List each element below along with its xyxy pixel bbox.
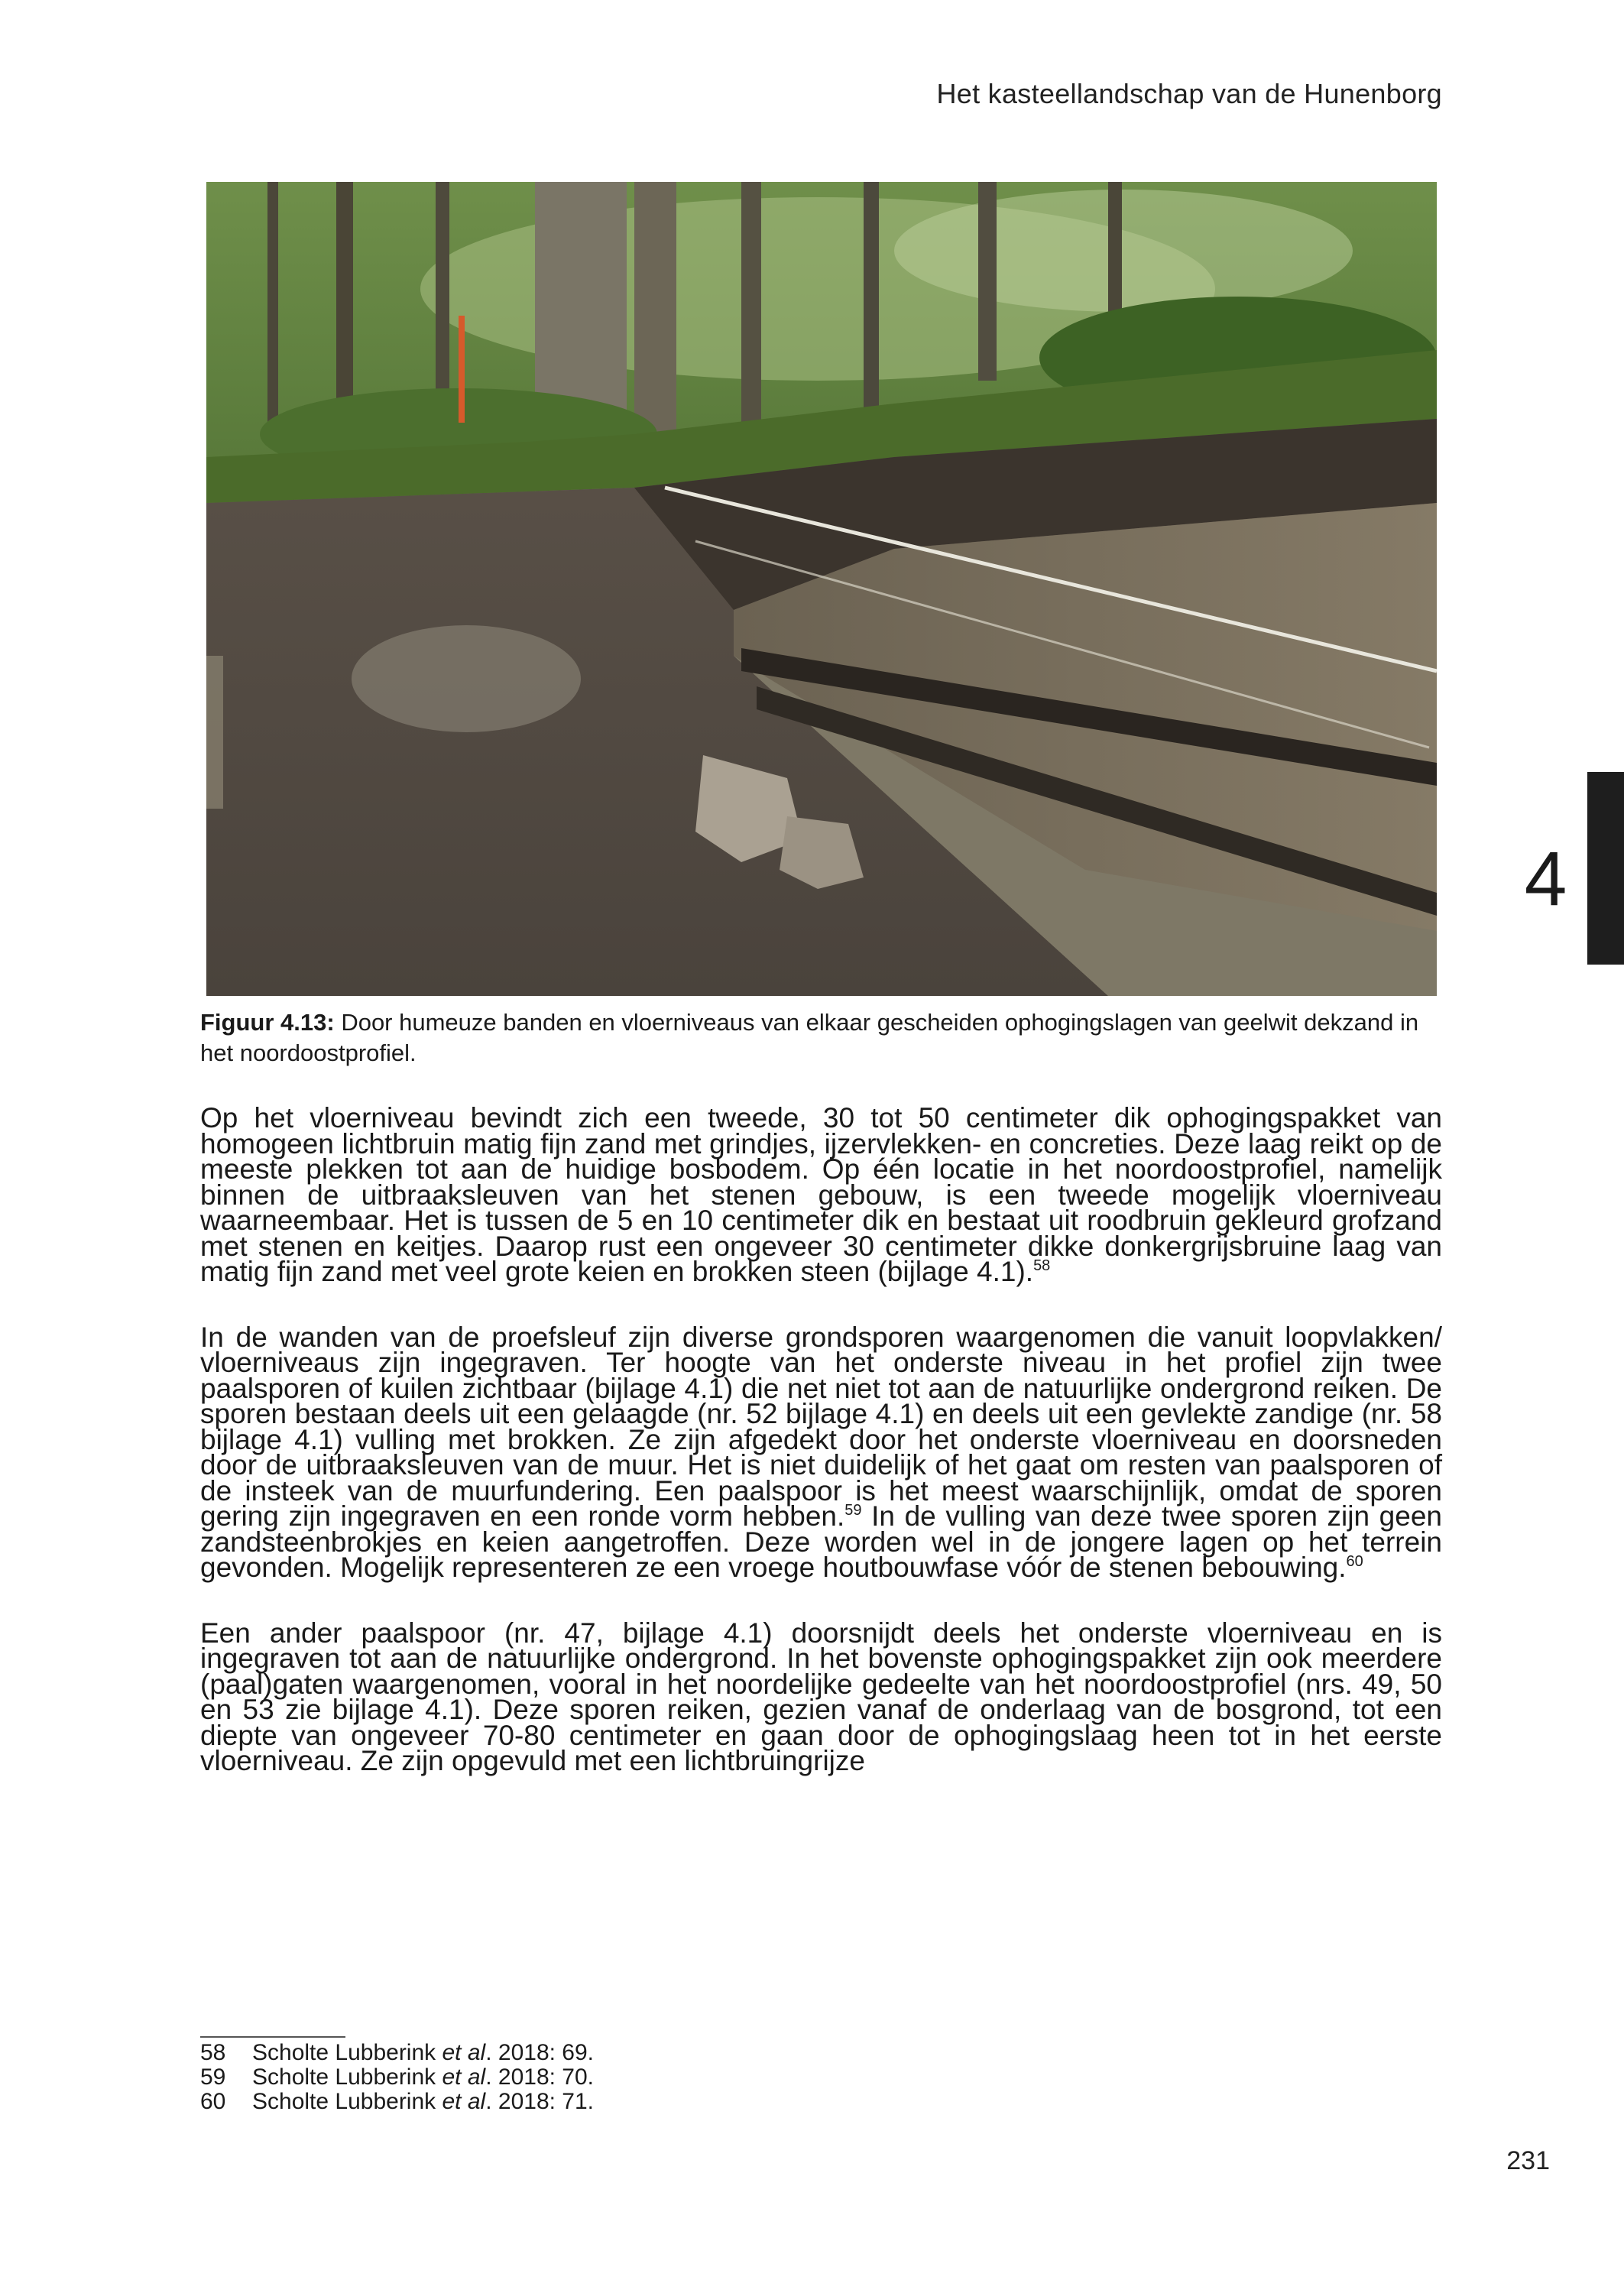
footnotes <box>200 2041 964 2114</box>
caption-text: Door humeuze banden en vloerniveaus van elkaar gescheiden ophogingslagen van geelwit dekzand in het noordoostprofiel. <box>200 1009 1419 1066</box>
footnote <box>200 2041 964 2065</box>
paragraph <box>200 1102 1442 1287</box>
chapter-number: 4 <box>1524 836 1567 922</box>
paragraph-text: Een ander paalspoor (nr. 47, bijlage 4.1) doorsnijdt deels het onderste vloerniveau en is ingegraven tot aan de natuurlijke ondergrond. In het bovenste ophogingspakket zijn ook meerdere (paal)gaten waargenomen, vooral in het noordelijke gedeelte van het noordoostprofiel (nrs. 49, 50 en 53 zie bijlage 4.1). Deze sporen reiken, gezien vanaf de onderlaag van de bosgrond, tot een diepte van ongeveer 70-80 centimeter en gaan door de ophogingslaag heen tot in het eerste vloerniveau. Ze zijn opgevuld met een lichtbruingrijze <box>200 1617 1442 1776</box>
footnote <box>200 2090 964 2114</box>
footnote-ref: 60 <box>1346 1553 1363 1570</box>
excavation-trench-photo <box>206 182 1437 996</box>
footnote <box>200 2065 964 2090</box>
footnote-divider <box>200 2036 345 2038</box>
paragraph-text: In de vulling van deze twee sporen zijn geen zandsteenbrokjes en keien aangetroffen. Deze worden wel in de jongere lagen op het terrein gevonden. Mogelijk representeren ze een vroege houtbouwfase vóór de stenen bebouwing. <box>200 1500 1442 1583</box>
paragraph <box>200 1617 1442 1776</box>
footnote-number: 60 <box>200 2089 226 2114</box>
body-text <box>200 1102 1442 1814</box>
paragraph-text: In de wanden van de proefsleuf zijn diverse grondsporen waargenomen die vanuit loopvlakken/ vloerniveaus zijn ingegraven. Ter hoogte van het onderste niveau in het profiel zijn twee paalsporen of kuilen zichtbaar (bijlage 4.1) die net niet tot aan de natuurlijke ondergrond reiken. De sporen bestaan deels uit een gelaagde (nr. 52 bijlage 4.1) en deels uit een gevlekte zandige (nr. 58 bijlage 4.1) vulling met brokken. Ze zijn afgedekt door het onderste vloerniveau en doorsneden door de uitbraaksleuven van de muur. Het is niet duidelijk of het gaat om resten van paalsporen of de insteek van de muurfundering. Een paalspoor is het meest waarschijnlijk, omdat de sporen gering zijn ingegraven en een ronde vorm hebben. <box>200 1321 1442 1532</box>
footnote-text: Scholte Lubberink et al. 2018: 71. <box>252 2089 595 2114</box>
footnote-number: 58 <box>200 2040 226 2065</box>
running-header: Het kasteellandschap van de Hunenborg <box>936 78 1442 109</box>
paragraph <box>200 1321 1442 1583</box>
footnote-ref: 58 <box>1033 1257 1051 1274</box>
footnote-text: Scholte Lubberink et al. 2018: 70. <box>252 2064 595 2090</box>
paragraph-text: Op het vloerniveau bevindt zich een tweede, 30 tot 50 centimeter dik ophogingspakket van homogeen lichtbruin matig fijn zand met grindjes, ijzervlekken- en concreties. Deze laag reikt op de meeste plekken tot aan de huidige bosbodem. Op één locatie in het noordoostprofiel, namelijk binnen de uitbraaksleuven van het stenen gebouw, is een tweede mogelijk vloerniveau waarneembaar. Het is tussen de 5 en 10 centimeter dik en bestaat uit roodbruin gekleurd grofzand met stenen en keitjes. Daarop rust een ongeveer 30 centimeter dikke donkergrijsbruine laag van matig fijn zand met veel grote keien en brokken steen (bijlage 4.1). <box>200 1102 1442 1287</box>
footnote-ref: 59 <box>844 1502 862 1519</box>
footnote-text: Scholte Lubberink et al. 2018: 69. <box>252 2040 595 2065</box>
page-number: 231 <box>1506 2146 1550 2175</box>
caption-label: Figuur 4.13: <box>200 1009 335 1036</box>
footnote-number: 59 <box>200 2064 226 2090</box>
chapter-tab <box>1587 772 1624 965</box>
figure-caption <box>200 1007 1442 1069</box>
